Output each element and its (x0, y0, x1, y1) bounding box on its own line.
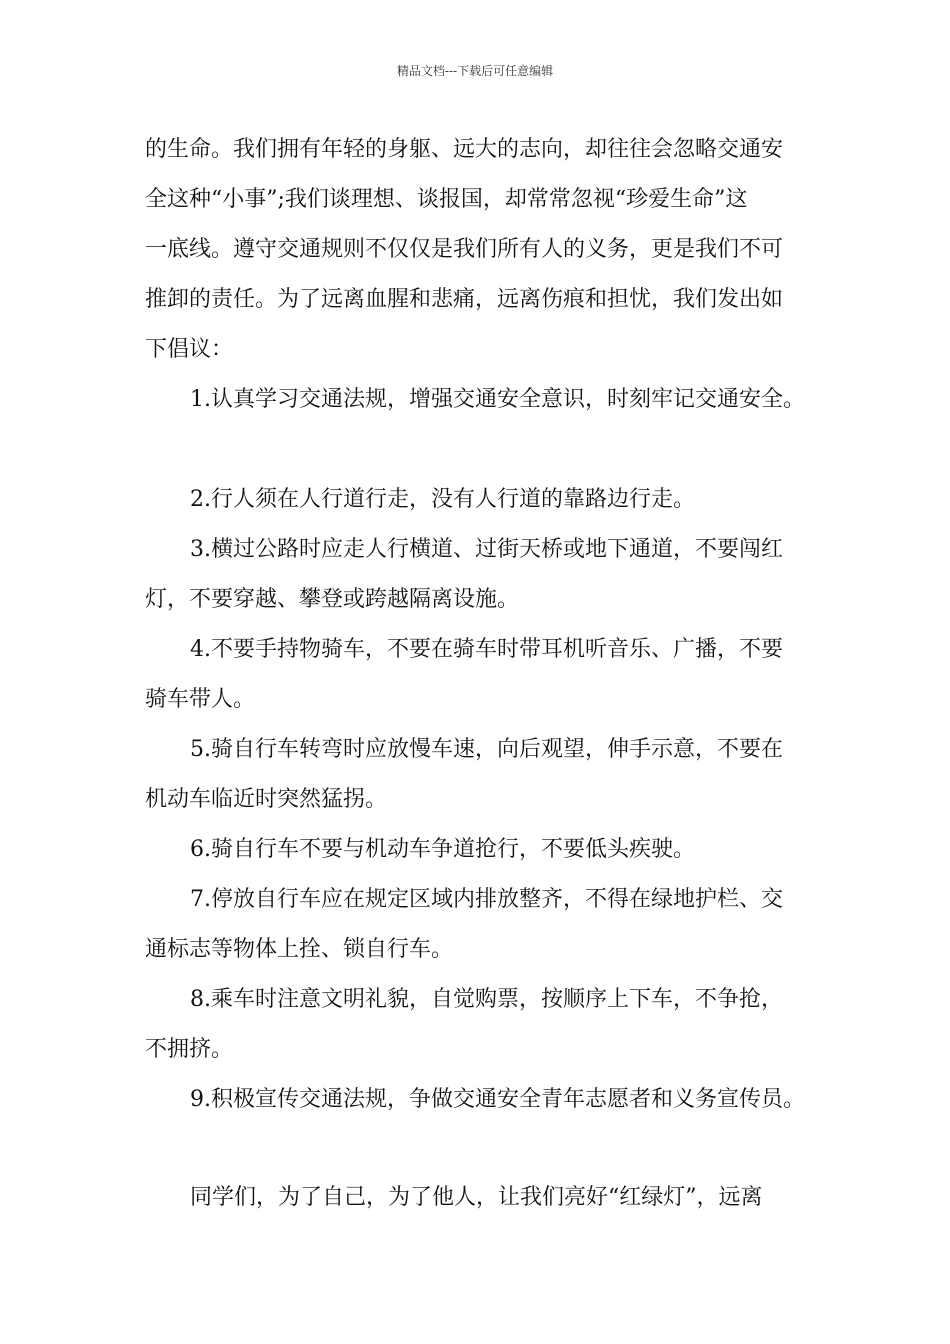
list-item-7-cont: 通标志等物体上拴、锁自行车。 (145, 937, 454, 962)
list-item-2: 2.行人须在人行道行走，没有人行道的靠路边行走。 (190, 487, 695, 512)
list-item-3: 3.横过公路时应走人行横道、过街天桥或地下通道，不要闯红 (190, 537, 783, 562)
list-item-1: 1.认真学习交通法规，增强交通安全意识，时刻牢记交通安全。 (190, 387, 805, 412)
body-line: 下倡议： (145, 337, 234, 362)
body-line: 全这种“小事”;我们谈理想、谈报国，却常常忽视“珍爱生命”这 (145, 187, 748, 212)
page-header: 精品文档---下载后可任意编辑 (396, 64, 554, 78)
list-item-4: 4.不要手持物骑车，不要在骑车时带耳机听音乐、广播，不要 (190, 637, 783, 662)
list-item-5: 5.骑自行车转弯时应放慢车速，向后观望，伸手示意，不要在 (190, 737, 783, 762)
closing-paragraph: 同学们，为了自己，为了他人，让我们亮好“红绿灯”，远离 (190, 1185, 763, 1210)
list-item-5-cont: 机动车临近时突然猛拐。 (145, 787, 388, 812)
list-item-9: 9.积极宣传交通法规，争做交通安全青年志愿者和义务宣传员。 (190, 1087, 805, 1112)
list-item-7: 7.停放自行车应在规定区域内排放整齐，不得在绿地护栏、交 (190, 887, 783, 912)
list-item-6: 6.骑自行车不要与机动车争道抢行，不要低头疾驶。 (190, 837, 695, 862)
list-item-3-cont: 灯，不要穿越、攀登或跨越隔离设施。 (145, 587, 520, 612)
list-item-8-cont: 不拥挤。 (145, 1037, 234, 1062)
list-item-4-cont: 骑车带人。 (145, 687, 256, 712)
body-line: 一底线。遵守交通规则不仅仅是我们所有人的义务，更是我们不可 (145, 237, 784, 262)
body-line: 的生命。我们拥有年轻的身躯、远大的志向，却往往会忽略交通安 (145, 137, 784, 162)
body-line: 推卸的责任。为了远离血腥和悲痛，远离伤痕和担忧，我们发出如 (145, 287, 784, 312)
list-item-8: 8.乘车时注意文明礼貌，自觉购票，按顺序上下车，不争抢， (190, 987, 783, 1012)
